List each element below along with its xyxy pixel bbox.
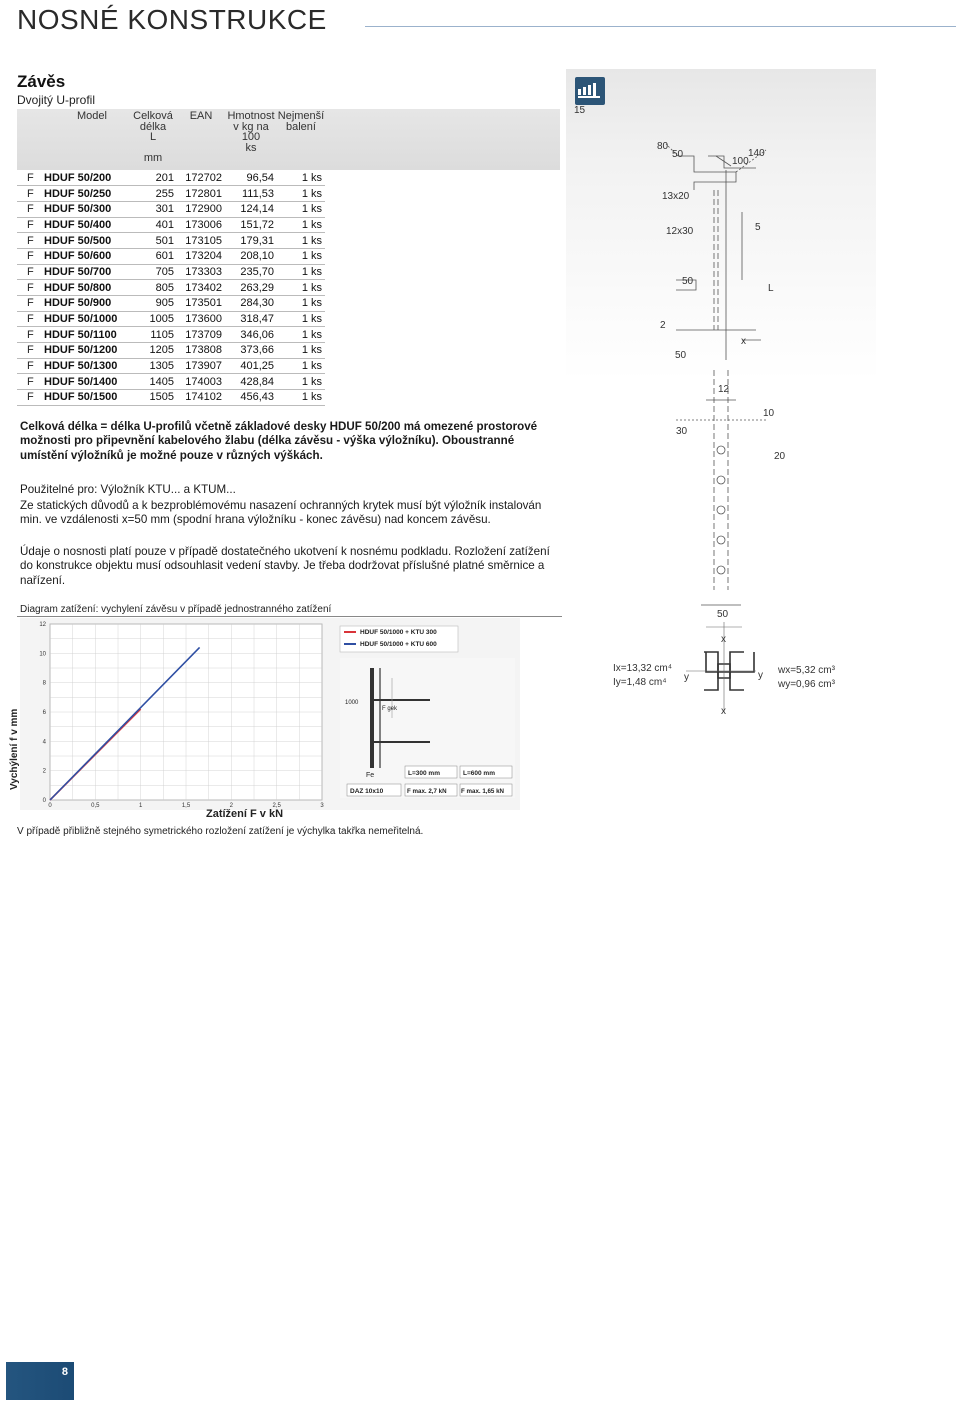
- row-package: 1 ks: [277, 358, 325, 374]
- table-row: [17, 374, 560, 390]
- inset-l300: L=300 mm: [408, 770, 440, 777]
- table-header-row: [17, 109, 560, 170]
- row-ean: 173006: [177, 217, 225, 233]
- row-length: 1205: [129, 343, 177, 359]
- header-ean: EAN: [189, 110, 213, 122]
- dim-50-low: 50: [675, 350, 687, 361]
- row-ean: 173600: [177, 311, 225, 327]
- section-title: Závěs: [17, 72, 66, 91]
- row-model: HDUF 50/1000: [41, 311, 129, 327]
- y-tick-label: 2: [42, 768, 46, 775]
- inset-force: F gek: [382, 706, 398, 712]
- x-tick-label: 0,5: [91, 803, 100, 809]
- dim-30: 30: [676, 426, 688, 437]
- row-length: 705: [129, 264, 177, 280]
- row-package: 1 ks: [277, 343, 325, 359]
- row-flag: F: [17, 217, 41, 233]
- row-model: HDUF 50/400: [41, 217, 129, 233]
- row-flag: F: [17, 186, 41, 202]
- x-tick-label: 0: [48, 803, 52, 809]
- row-weight: 373,66: [225, 343, 277, 359]
- inset-fmax2: F max. 1,65 kN: [461, 788, 504, 795]
- row-ean: 172702: [177, 170, 225, 186]
- row-length: 301: [129, 201, 177, 217]
- row-package: 1 ks: [277, 296, 325, 312]
- row-ean: 173204: [177, 248, 225, 264]
- row-package: 1 ks: [277, 233, 325, 249]
- row-length: 401: [129, 217, 177, 233]
- table-row: [17, 390, 560, 406]
- row-length: 1505: [129, 390, 177, 406]
- row-package: 1 ks: [277, 170, 325, 186]
- row-model: HDUF 50/250: [41, 186, 129, 202]
- row-ean: 173709: [177, 327, 225, 343]
- row-ean: 173105: [177, 233, 225, 249]
- section-iy: Iy=1,48 cm⁴: [613, 677, 667, 688]
- section-wy: wy=0,96 cm³: [778, 679, 835, 690]
- row-ean: 173303: [177, 264, 225, 280]
- row-length: 201: [129, 170, 177, 186]
- row-weight: 346,06: [225, 327, 277, 343]
- row-package: 1 ks: [277, 217, 325, 233]
- inset-l600: L=600 mm: [463, 770, 495, 777]
- dim-100: 100: [732, 156, 749, 167]
- row-flag: F: [17, 280, 41, 296]
- note-length: Celková délka = délka U-profilů včetně základové desky HDUF 50/200 má omezené prostorové možnosti pro připevnění kabelového žlabu (délka závěsu - výška výložníku). Oboustranné umístění výložníků je možné pouze v různých výškách.: [20, 420, 538, 462]
- dim-10: 10: [763, 408, 775, 419]
- row-package: 1 ks: [277, 374, 325, 390]
- section-ix: Ix=13,32 cm⁴: [613, 663, 673, 674]
- inset-dim-1000: 1000: [345, 700, 359, 706]
- row-ean: 174102: [177, 390, 225, 406]
- row-weight: 208,10: [225, 248, 277, 264]
- row-length: 805: [129, 280, 177, 296]
- dim-x: x: [741, 336, 746, 347]
- y-tick-label: 6: [42, 710, 46, 716]
- table-row: [17, 233, 560, 249]
- table-row: [17, 170, 560, 186]
- product-table: [17, 109, 560, 406]
- chart-note: V případě přibližně stejného symetrického rozložení zatížení je výchylka takřka nemeřitelná.: [17, 826, 424, 837]
- row-ean: 173808: [177, 343, 225, 359]
- row-ean: 173501: [177, 296, 225, 312]
- row-weight: 318,47: [225, 311, 277, 327]
- chart-x-label: Zatížení F v kN: [206, 808, 284, 820]
- row-weight: 179,31: [225, 233, 277, 249]
- row-length: 255: [129, 186, 177, 202]
- dim-L: L: [768, 283, 774, 294]
- chart-divider: [17, 616, 562, 617]
- page-title: NOSNÉ KONSTRUKCE: [17, 4, 327, 35]
- dim-2: 2: [660, 320, 666, 331]
- row-model: HDUF 50/300: [41, 201, 129, 217]
- x-tick-label: 2: [229, 803, 234, 809]
- section-wx: wx=5,32 cm³: [778, 665, 835, 676]
- row-ean: 173907: [177, 358, 225, 374]
- section-axis-y-left: y: [684, 672, 689, 683]
- header-length: Celková délka L mm: [133, 110, 173, 164]
- note-usable: Použitelné pro: Výložník KTU... a KTUM...: [20, 483, 236, 496]
- row-length: 1405: [129, 374, 177, 390]
- row-weight: 111,53: [225, 186, 277, 202]
- row-length: 501: [129, 233, 177, 249]
- row-flag: F: [17, 311, 41, 327]
- x-tick-label: 2,5: [272, 803, 281, 809]
- product-logo: [575, 77, 605, 105]
- row-weight: 284,30: [225, 296, 277, 312]
- row-weight: 235,70: [225, 264, 277, 280]
- table-row: [17, 186, 560, 202]
- row-package: 1 ks: [277, 327, 325, 343]
- section-axis-x-bottom: x: [721, 706, 726, 717]
- header-package: Nejmenší balení: [277, 110, 325, 133]
- y-tick-label: 8: [42, 680, 46, 687]
- table-row: [17, 248, 560, 264]
- row-flag: F: [17, 296, 41, 312]
- dim-5: 5: [755, 222, 761, 233]
- row-length: 601: [129, 248, 177, 264]
- table-row: [17, 296, 560, 312]
- inset-fmax1: F max. 2,7 kN: [407, 788, 447, 795]
- row-flag: F: [17, 233, 41, 249]
- row-weight: 124,14: [225, 201, 277, 217]
- row-weight: 96,54: [225, 170, 277, 186]
- row-package: 1 ks: [277, 264, 325, 280]
- row-model: HDUF 50/1100: [41, 327, 129, 343]
- row-weight: 401,25: [225, 358, 277, 374]
- table-row: [17, 280, 560, 296]
- section-dim-50: 50: [717, 609, 729, 620]
- row-model: HDUF 50/700: [41, 264, 129, 280]
- row-flag: F: [17, 343, 41, 359]
- row-flag: F: [17, 390, 41, 406]
- row-weight: 428,84: [225, 374, 277, 390]
- row-flag: F: [17, 248, 41, 264]
- row-length: 1005: [129, 311, 177, 327]
- deflection-chart: [20, 618, 520, 810]
- section-axis-x-top: x: [721, 634, 726, 645]
- row-model: HDUF 50/1400: [41, 374, 129, 390]
- row-weight: 151,72: [225, 217, 277, 233]
- table-row: [17, 311, 560, 327]
- row-package: 1 ks: [277, 280, 325, 296]
- dim-50-top: 50: [672, 149, 684, 160]
- chart-y-label: Vychýlení f v mm: [9, 708, 20, 790]
- row-package: 1 ks: [277, 248, 325, 264]
- dim-13x20: 13x20: [662, 191, 690, 202]
- row-length: 1105: [129, 327, 177, 343]
- inset-daz: DAZ 10x10: [350, 788, 384, 795]
- dim-12x30: 12x30: [666, 226, 694, 237]
- x-tick-label: 3: [320, 803, 324, 809]
- dim-80: 80: [657, 141, 669, 152]
- chart-inset: [340, 658, 515, 798]
- row-model: HDUF 50/900: [41, 296, 129, 312]
- row-package: 1 ks: [277, 390, 325, 406]
- row-length: 1305: [129, 358, 177, 374]
- row-package: 1 ks: [277, 186, 325, 202]
- table-row: [17, 343, 560, 359]
- y-tick-label: 10: [39, 651, 46, 658]
- x-tick-label: 1,5: [181, 803, 191, 809]
- row-ean: 172801: [177, 186, 225, 202]
- row-package: 1 ks: [277, 201, 325, 217]
- row-ean: 172900: [177, 201, 225, 217]
- row-weight: 456,43: [225, 390, 277, 406]
- row-model: HDUF 50/1300: [41, 358, 129, 374]
- dim-140: 140: [748, 148, 765, 159]
- y-tick-label: 12: [39, 622, 46, 628]
- row-model: HDUF 50/1200: [41, 343, 129, 359]
- table-row: [17, 327, 560, 343]
- dim-20: 20: [774, 451, 786, 462]
- row-model: HDUF 50/1500: [41, 390, 129, 406]
- y-tick-label: 4: [42, 739, 46, 746]
- legend-label-ktu600: HDUF 50/1000 + KTU 600: [360, 641, 437, 648]
- row-length: 905: [129, 296, 177, 312]
- logo-icon: [578, 83, 600, 99]
- legend-label-ktu300: HDUF 50/1000 + KTU 300: [360, 629, 437, 636]
- row-model: HDUF 50/600: [41, 248, 129, 264]
- row-model: HDUF 50/500: [41, 233, 129, 249]
- table-row: [17, 358, 560, 374]
- page-badge: [6, 1362, 74, 1400]
- section-subtitle: Dvojitý U-profil: [17, 93, 96, 107]
- inset-fe: Fe: [366, 772, 375, 779]
- row-flag: F: [17, 374, 41, 390]
- page-number: 8: [61, 1366, 68, 1378]
- chart-legend: [340, 626, 458, 652]
- header-weight: Hmotnost v kg na 100 ks: [227, 110, 275, 154]
- table-row: [17, 264, 560, 280]
- note-static: Ze statických důvodů a k bezproblémovému nasazení ochranných krytek musí být výložník instalován min. ve vzdálenosti x=50 mm (spodní hrana výložníku - konec závěsu) nad koncem závěsu.: [20, 499, 542, 527]
- table-row: [17, 201, 560, 217]
- catalog-number: 15: [574, 105, 586, 116]
- row-flag: F: [17, 264, 41, 280]
- row-flag: F: [17, 201, 41, 217]
- chart-title: Diagram zatížení: vychylení závěsu v případě jednostranného zatížení: [20, 604, 332, 615]
- row-weight: 263,29: [225, 280, 277, 296]
- header-divider: [365, 26, 956, 27]
- note-load: Údaje o nosnosti platí pouze v případě dostatečného ukotvení k nosnému podkladu. Rozložení zatížení do konstrukce objektu musí odsouhlasit vedení stavby. Je třeba dodržovat příslušné platné směrnice a nařízení.: [20, 545, 550, 587]
- row-package: 1 ks: [277, 311, 325, 327]
- header-model: Model: [77, 110, 107, 122]
- row-flag: F: [17, 358, 41, 374]
- table-row: [17, 217, 560, 233]
- section-axis-y-right: y: [758, 670, 763, 681]
- y-tick-label: 0: [42, 798, 46, 804]
- technical-drawing: [566, 130, 876, 730]
- row-model: HDUF 50/200: [41, 170, 129, 186]
- dim-12: 12: [718, 384, 730, 395]
- row-model: HDUF 50/800: [41, 280, 129, 296]
- x-tick-label: 1: [138, 803, 143, 809]
- dim-50-mid: 50: [682, 276, 694, 287]
- row-ean: 174003: [177, 374, 225, 390]
- row-flag: F: [17, 170, 41, 186]
- row-ean: 173402: [177, 280, 225, 296]
- row-flag: F: [17, 327, 41, 343]
